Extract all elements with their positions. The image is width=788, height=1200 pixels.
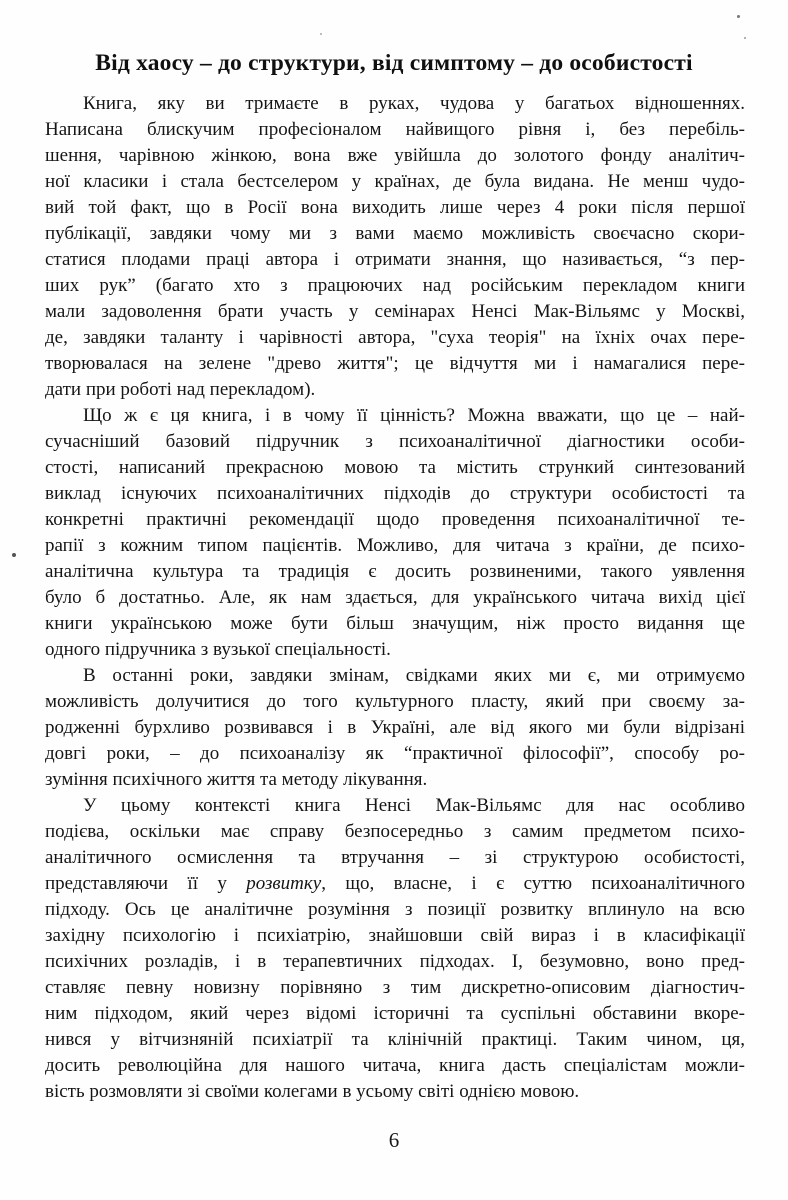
text-line: шення, чарівною жінкою, вона вже увійшла до золотого фонду аналітич-: [45, 145, 745, 166]
text-line: одного підручника з вузької спеціальності.: [45, 639, 391, 660]
text-line: психічних розладів, і в терапевтичних підходах. І, безумовно, воно пред-: [45, 951, 745, 972]
text-line: стості, написаний прекрасною мовою та містить стрункий синтезований: [45, 457, 745, 478]
paragraph: [45, 403, 745, 663]
text-line: можливість долучитися до того культурного пласту, який при своєму за-: [45, 691, 745, 712]
body-text: [45, 91, 745, 1105]
text-line: У цьому контексті книга Ненсі Мак-Вільямс для нас особливо: [83, 795, 745, 816]
scan-speckle: [737, 15, 740, 18]
text-line: де, завдяки таланту і чарівності автора, "суха теорія" на їхніх очах пере-: [45, 327, 745, 348]
text-line: ших рук” (багато хто з працюючих над російським перекладом книги: [45, 275, 745, 296]
text-line: виклад існуючих психоаналітичних підходів до структури особистості та: [45, 483, 745, 504]
scan-speckle: [320, 33, 322, 35]
text-line: довгі роки, – до психоаналізу як “практичної філософії”, способу ро-: [45, 743, 745, 764]
text-line: зуміння психічного життя та методу лікування.: [45, 769, 428, 790]
paragraph: [45, 663, 745, 793]
text-line: було б достатньо. Але, як нам здається, для українського читача вихід цієї: [45, 587, 745, 608]
scan-speckle: [744, 37, 746, 39]
text-line: представляючи її у розвитку, що, власне, і є суттю психоаналітичного: [45, 873, 745, 894]
page-title: Від хаосу – до структури, від симптому – до особистості: [95, 50, 693, 76]
text-line: ним підходом, який через відомі історичні та суспільні обставини вкоре-: [45, 1003, 745, 1024]
text-line: вість розмовляти зі своїми колегами в усьому світі однією мовою.: [45, 1081, 580, 1102]
page-number: 6: [388, 1128, 400, 1152]
text-line: ставляє певну новизну порівняно з тим дискретно-описовим діагностич-: [45, 977, 745, 998]
text-line: творювалася на зелене "древо життя"; це відчуття ми і намагалися пере-: [45, 353, 745, 374]
text-line: сучасніший базовий підручник з психоаналітичної діагностики особи-: [45, 431, 745, 452]
text-line: нився у вітчизняній психіатрії та клінічній практиці. Таким чином, ця,: [45, 1029, 745, 1050]
text-line: ної класики і стала бестселером у країнах, де була видана. Не менш чудо-: [45, 171, 745, 192]
text-line: подієва, оскільки має справу безпосередньо з самим предметом психо-: [45, 821, 745, 842]
text-line: рапії з кожним типом пацієнтів. Можливо, для читача з країни, де психо-: [45, 535, 745, 556]
text-line: західну психологію і психіатрію, знайшовши свій вираз і в класифікації: [45, 925, 745, 946]
paragraph: [45, 91, 745, 403]
text-line: Що ж є ця книга, і в чому її цінність? Можна вважати, що це – най-: [83, 405, 745, 426]
text-line: аналітична культура та традиція є досить розвиненими, такого уявлення: [45, 561, 745, 582]
text-line: Написана блискучим професіоналом найвищого рівня і, без перебіль-: [45, 119, 745, 140]
text-line: конкретні практичні рекомендації щодо проведення психоаналітичної те-: [45, 509, 745, 530]
text-line: публікації, завдяки чому ми з вами маємо можливість своєчасно скори-: [45, 223, 745, 244]
text-line: вий той факт, що в Росії вона виходить лише через 4 роки після першої: [45, 197, 745, 218]
text-line: аналітичного осмислення та втручання – зі структурою особистості,: [45, 847, 745, 868]
text-line: статися плодами праці автора і отримати знання, що називається, “з пер-: [45, 249, 745, 270]
text-line: В останні роки, завдяки змінам, свідками яких ми є, ми отримуємо: [83, 665, 745, 686]
paragraph: [45, 793, 745, 1105]
scan-speckle: [12, 553, 16, 557]
text-line: підходу. Ось це аналітичне розуміння з позиції розвитку вплинуло на всю: [45, 899, 745, 920]
text-line: Книга, яку ви тримаєте в руках, чудова у багатьох відношеннях.: [83, 93, 745, 114]
text-line: мали задоволення брати участь у семінарах Ненсі Мак-Вільямс у Москві,: [45, 301, 745, 322]
text-line: книги українською може бути більш значущим, ніж просто видання ще: [45, 613, 745, 634]
text-line: дати при роботі над перекладом).: [45, 379, 316, 400]
text-line: досить революційна для нашого читача, книга дасть спеціалістам можли-: [45, 1055, 745, 1076]
text-line: родженні бурхливо розвивався і в Україні, але від якого ми були відрізані: [45, 717, 745, 738]
